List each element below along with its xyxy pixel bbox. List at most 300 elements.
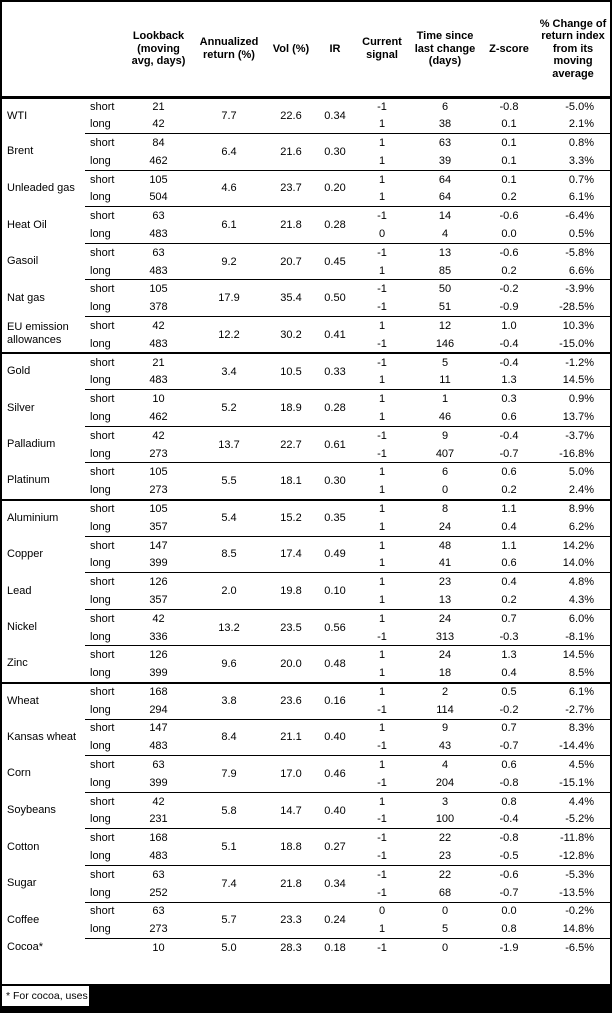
cell-horizon: long [90,520,111,533]
cell-horizon: long [90,410,111,423]
cell-pct-change: 14.8% [562,923,594,936]
table-row [2,939,610,957]
table-row [2,719,610,737]
cell-pct-change: -5.2% [565,813,594,826]
cell-horizon: long [90,776,111,789]
cell-lookback: 63 [127,207,190,225]
cell-time-since-change: 12 [408,317,482,335]
cell-lookback: 336 [149,630,168,643]
cell-signal: 1 [356,500,408,518]
cell-name: Copper [7,547,44,560]
cell-annualized-return: 3.8 [190,683,268,720]
cell-signal: 0 [356,902,408,920]
table-row [2,756,610,774]
cell-lookback: 168 [127,829,190,847]
cell-vol: 23.6 [268,683,314,720]
cell-time-since-change: 18 [438,666,452,679]
cell-pct-change: -15.0% [559,337,594,350]
cell-pct-change: 2.4% [568,483,594,496]
cell-annualized-return: 5.7 [190,902,268,939]
cell-ir: 0.45 [314,243,356,280]
cell-horizon: long [90,118,111,131]
cell-time-since-change: 5 [441,923,449,936]
cell-signal: 1 [356,317,408,335]
table-row [2,463,610,481]
cell-vol: 18.1 [268,463,314,500]
cell-zscore: -0.7 [499,447,519,460]
cell-name: EU emission allowances [7,321,69,347]
cell-pct-change: 6.2% [568,520,594,533]
cell-lookback: 294 [149,703,168,716]
redaction-bar [2,984,610,1011]
cell-lookback: 126 [127,573,190,591]
cell-time-since-change: 23 [438,850,452,863]
cell-time-since-change: 6 [441,100,449,113]
cell-time-since-change: 3 [408,792,482,810]
cell-ir: 0.33 [314,353,356,390]
cell-time-since-change: 24 [408,646,482,664]
cell-pct-change: 4.8% [536,573,610,591]
cell-vol: 14.7 [268,792,314,829]
cell-zscore: 0.3 [482,390,536,408]
cell-horizon: short [85,609,127,627]
cell-horizon: short [85,865,127,883]
cell-time-since-change: 4 [408,756,482,774]
table-row [2,317,610,335]
cell-vol: 10.5 [268,353,314,390]
cell-pct-change: -6.5% [536,939,610,957]
cell-lookback: 42 [127,426,190,444]
cell-horizon: short [85,243,127,261]
table-row [2,97,610,115]
cell-zscore: -0.4 [499,813,519,826]
cell-lookback: 147 [127,719,190,737]
cell-annualized-return: 6.4 [190,134,268,171]
cell-signal: -1 [356,865,408,883]
cell-signal: -1 [377,337,387,350]
cell-horizon: short [85,536,127,554]
cell-horizon: long [90,850,111,863]
cell-zscore: 0.6 [501,557,517,570]
cell-vol: 23.7 [268,170,314,207]
cell-time-since-change: 64 [438,191,452,204]
cell-signal: -1 [377,886,387,899]
col-header-time-since-change: Time since last change (days) [408,2,482,97]
cell-time-since-change: 85 [438,264,452,277]
cell-ir: 0.61 [314,426,356,463]
cell-horizon: long [90,191,111,204]
cell-vol: 21.8 [268,865,314,902]
cell-horizon: long [90,337,111,350]
cell-horizon: long [90,666,111,679]
cell-lookback: 42 [127,609,190,627]
cell-signal: -1 [356,939,408,957]
cell-signal: -1 [377,740,387,753]
cell-lookback: 273 [149,483,168,496]
table-row [2,865,610,883]
cell-time-since-change: 39 [438,154,452,167]
cell-signal: -1 [356,353,408,371]
cell-lookback: 462 [149,154,168,167]
cell-horizon: long [90,813,111,826]
table-row [2,280,610,298]
cell-lookback: 504 [149,191,168,204]
cell-horizon: short [90,100,115,113]
cell-ir: 0.46 [314,756,356,793]
cell-pct-change: 13.7% [562,410,594,423]
cell-time-since-change: 41 [438,557,452,570]
cell-time-since-change: 51 [438,301,452,314]
cell-time-since-change: 63 [408,134,482,152]
cell-horizon: short [85,426,127,444]
cell-lookback: 483 [149,264,168,277]
cell-time-since-change: 46 [438,410,452,423]
cell-lookback: 105 [127,170,190,188]
cell-annualized-return: 8.5 [190,536,268,573]
cell-zscore: -1.9 [482,939,536,957]
cell-time-since-change: 100 [435,813,455,826]
cell-time-since-change: 50 [408,280,482,298]
table-row [2,207,610,225]
cell-zscore: -0.2 [499,703,519,716]
cell-time-since-change: 4 [441,227,449,240]
cell-pct-change: 2.1% [568,118,594,131]
cell-ir: 0.30 [314,463,356,500]
cell-horizon: long [90,557,111,570]
cell-lookback: 399 [149,776,168,789]
cell-zscore: -0.6 [482,865,536,883]
cell-pct-change: 4.5% [536,756,610,774]
cell-lookback: 63 [127,243,190,261]
cell-zscore: -0.8 [499,776,519,789]
cell-zscore: 0.2 [501,191,517,204]
cell-lookback: 273 [149,447,168,460]
cell-signal: 1 [378,154,386,167]
cell-lookback: 63 [127,865,190,883]
cell-signal: 1 [378,666,386,679]
cell-zscore: 0.4 [482,573,536,591]
cell-annualized-return: 7.7 [221,109,237,122]
cell-signal: 1 [356,463,408,481]
cell-signal: 1 [356,719,408,737]
cell-zscore: 0.8 [501,923,517,936]
col-header-pct-change: % Change of return index from its moving average [536,2,610,97]
cell-zscore: 0.1 [482,170,536,188]
cell-zscore: 1.0 [482,317,536,335]
cell-ir: 0.49 [314,536,356,573]
cell-horizon: short [85,756,127,774]
cell-name: Palladium [7,438,56,451]
cell-zscore: 1.3 [482,646,536,664]
cell-annualized-return: 4.6 [190,170,268,207]
cell-zscore: -0.2 [482,280,536,298]
cell-signal: 1 [356,536,408,554]
cell-annualized-return: 17.9 [190,280,268,317]
table-body [2,97,610,957]
cell-name: Nat gas [7,291,45,304]
cell-name: Cocoa* [7,941,44,954]
cell-lookback: 21 [152,100,165,113]
cell-time-since-change: 43 [438,740,452,753]
cell-lookback: 42 [127,317,190,335]
cell-signal: 1 [378,923,386,936]
cell-time-since-change: 11 [439,374,451,387]
cell-time-since-change: 1 [408,390,482,408]
cell-signal: -1 [377,100,387,113]
cell-signal: 1 [378,410,386,423]
cell-vol: 17.4 [268,536,314,573]
cell-zscore: 1.1 [482,500,536,518]
cell-signal: 1 [378,520,386,533]
cell-annualized-return: 6.1 [190,207,268,244]
cell-signal: -1 [377,850,387,863]
cell-name: Cotton [7,840,40,853]
cell-pct-change: -16.8% [559,447,594,460]
cell-lookback: 105 [127,280,190,298]
cell-time-since-change: 23 [408,573,482,591]
cell-vol: 28.3 [268,939,314,957]
cell-signal: -1 [377,776,387,789]
cell-pct-change: -15.1% [559,776,594,789]
cell-signal: 1 [378,557,386,570]
cell-ir: 0.18 [314,939,356,957]
cell-zscore: 0.7 [482,609,536,627]
cell-vol: 19.8 [268,573,314,610]
cell-lookback: 42 [127,792,190,810]
cell-time-since-change: 114 [436,703,454,716]
table-row [2,390,610,408]
cell-annualized-return: 3.4 [190,353,268,390]
cell-lookback: 483 [149,227,168,240]
cell-lookback: 273 [149,923,168,936]
cell-pct-change: 8.5% [568,666,594,679]
cell-ir: 0.35 [314,500,356,537]
cell-annualized-return: 13.7 [190,426,268,463]
cell-time-since-change: 2 [408,683,482,701]
cell-pct-change: 10.3% [536,317,610,335]
cell-lookback: 168 [127,683,190,701]
cell-horizon: short [85,829,127,847]
cell-lookback: 483 [149,374,168,387]
cell-horizon: long [90,740,111,753]
cell-signal: 1 [378,118,386,131]
table-row [2,683,610,701]
cell-signal: 0 [378,227,386,240]
cell-ir: 0.50 [314,280,356,317]
cell-ir: 0.34 [314,865,356,902]
cell-ir: 0.24 [314,902,356,939]
cell-zscore: -0.7 [499,740,519,753]
cell-name: Soybeans [7,804,56,817]
cell-pct-change: -11.8% [536,829,610,847]
cell-horizon: short [85,170,127,188]
cell-name: Unleaded gas [7,181,75,194]
cell-zscore: -0.3 [499,630,519,643]
cell-horizon: long [90,923,111,936]
cell-zscore: -0.4 [482,353,536,371]
cell-time-since-change: 0 [441,483,449,496]
cell-lookback: 84 [127,134,190,152]
cell-name: Coffee [7,913,40,926]
table-header [2,2,610,97]
cell-horizon: short [85,902,127,920]
table-row [2,573,610,591]
cell-time-since-change: 146 [435,337,455,350]
cell-lookback: 378 [149,301,168,314]
cell-pct-change: 14.5% [562,374,594,387]
cell-horizon: short [85,390,127,408]
cell-time-since-change: 64 [408,170,482,188]
cell-lookback: 105 [127,500,190,518]
cell-ir: 0.16 [314,683,356,720]
cell-pct-change: -3.7% [536,426,610,444]
cell-vol: 35.4 [268,280,314,317]
cell-pct-change: -5.3% [536,865,610,883]
cell-pct-change: 6.6% [568,264,594,277]
cell-horizon: long [90,447,111,460]
cell-signal: 1 [356,683,408,701]
cell-pct-change: 6.0% [536,609,610,627]
cell-name: Platinum [7,474,50,487]
cell-zscore: -0.7 [499,886,519,899]
table-row [2,426,610,444]
cell-annualized-return: 12.2 [190,317,268,354]
table-row [2,134,610,152]
table-row [2,792,610,810]
cell-signal: -1 [377,813,387,826]
cell-signal: 1 [356,792,408,810]
cell-vol: 22.6 [280,109,302,122]
cell-ir: 0.27 [314,829,356,866]
cell-signal: 1 [378,264,386,277]
cell-time-since-change: 24 [438,520,452,533]
cell-lookback: 10 [127,939,190,957]
cell-pct-change: 5.0% [536,463,610,481]
cell-zscore: 0.2 [501,593,517,606]
cell-time-since-change: 313 [435,630,455,643]
cell-lookback: 126 [127,646,190,664]
cell-horizon: short [85,280,127,298]
cell-zscore: 0.6 [482,756,536,774]
cell-annualized-return: 13.2 [190,609,268,646]
cell-horizon: short [85,134,127,152]
cell-name: Kansas wheat [7,730,77,743]
cell-name: WTI [7,109,28,122]
cell-time-since-change: 22 [408,865,482,883]
cell-pct-change: -0.2% [536,902,610,920]
cell-vol: 21.8 [268,207,314,244]
cell-horizon: long [90,264,111,277]
cell-ir: 0.48 [314,646,356,683]
cell-horizon: short [85,500,127,518]
cell-lookback: 483 [149,850,168,863]
cell-horizon: short [85,646,127,664]
cell-lookback: 252 [149,886,168,899]
cell-zscore: 0.8 [482,792,536,810]
cell-annualized-return: 8.4 [190,719,268,756]
cell-pct-change: -2.7% [565,703,594,716]
cell-vol: 30.2 [268,317,314,354]
cell-pct-change: -14.4% [559,740,594,753]
cell-pct-change: 14.2% [536,536,610,554]
cell-vol: 15.2 [268,500,314,537]
footnote: * For cocoa, uses [2,986,89,1006]
cell-time-since-change: 0 [408,902,482,920]
cell-pct-change: 6.1% [536,683,610,701]
cell-pct-change: 0.7% [536,170,610,188]
cell-vol: 20.0 [268,646,314,683]
cell-signal: -1 [356,207,408,225]
cell-signal: -1 [356,829,408,847]
cell-annualized-return: 9.2 [190,243,268,280]
cell-name: Corn [7,767,31,780]
cell-pct-change: 4.4% [536,792,610,810]
cell-time-since-change: 48 [408,536,482,554]
cell-name: Wheat [2,683,85,720]
cell-pct-change: -5.8% [536,243,610,261]
cell-horizon: short [85,573,127,591]
table-row [2,829,610,847]
cell-ir: 0.41 [314,317,356,354]
cell-time-since-change: 5 [408,353,482,371]
cell-signal: 1 [378,191,386,204]
cell-pct-change: -28.5% [559,301,594,314]
cell-lookback: 357 [149,520,168,533]
cell-pct-change: -12.8% [559,850,594,863]
cell-vol: 21.6 [268,134,314,171]
cell-horizon: long [90,227,111,240]
cell-horizon: short [85,463,127,481]
cell-horizon: short [85,317,127,335]
cell-signal: 1 [378,593,386,606]
cell-name: Aluminium [2,500,85,537]
cell-lookback: 399 [149,557,168,570]
cell-pct-change: 0.5% [568,227,594,240]
cell-signal: -1 [356,243,408,261]
cell-zscore: -0.5 [499,850,519,863]
cell-signal: -1 [377,301,387,314]
cell-zscore: 0.4 [501,666,517,679]
cell-pct-change: -6.4% [536,207,610,225]
cell-pct-change: 0.8% [536,134,610,152]
cell-signal: 1 [356,390,408,408]
cell-horizon: long [90,703,111,716]
cell-zscore: 1.3 [501,374,517,387]
cell-lookback: 10 [127,390,190,408]
cell-zscore: 0.7 [482,719,536,737]
cell-time-since-change: 24 [408,609,482,627]
cell-horizon: long [90,374,111,387]
cell-zscore: -0.9 [499,301,519,314]
cell-lookback: 399 [149,666,168,679]
cell-horizon: short [85,683,127,701]
cell-pct-change: -13.5% [559,886,594,899]
cell-zscore: 0.4 [501,520,517,533]
cell-zscore: -0.8 [482,829,536,847]
cell-signal: -1 [356,426,408,444]
cell-horizon: short [85,207,127,225]
cell-time-since-change: 9 [408,719,482,737]
cell-zscore: 0.2 [501,483,517,496]
table-row [2,646,610,664]
cell-time-since-change: 407 [435,447,455,460]
cell-lookback: 231 [149,813,168,826]
cell-annualized-return: 9.6 [190,646,268,683]
col-header-current-signal: Current signal [356,2,408,97]
cell-lookback: 42 [152,118,165,131]
cell-signal: 1 [356,573,408,591]
cell-name: Nickel [7,621,37,634]
